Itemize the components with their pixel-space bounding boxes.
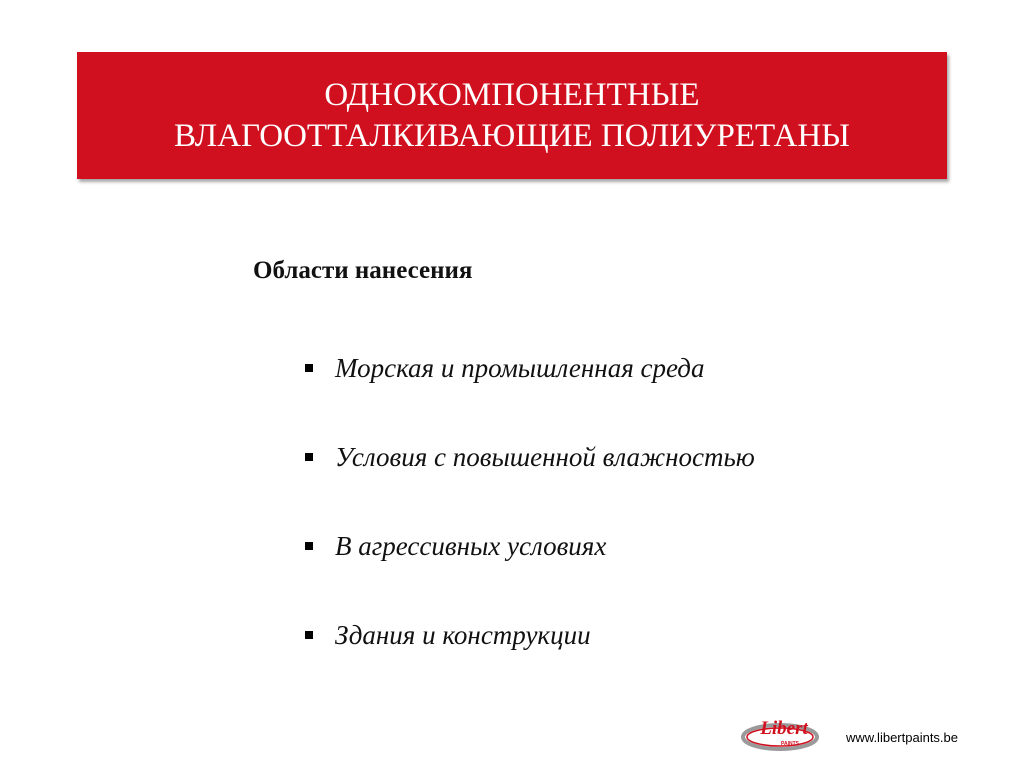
slide-title-line-2: ВЛАГООТТАЛКИВАЮЩИЕ ПОЛИУРЕТАНЫ (174, 117, 850, 154)
list-item (305, 340, 755, 396)
square-bullet-icon (305, 364, 313, 372)
logo-subtext: PAINTS (781, 741, 799, 747)
section-heading: Области нанесения (253, 257, 473, 284)
slide-title (174, 75, 850, 157)
bullet-text: Здания и конструкции (335, 619, 591, 650)
bullet-text: Условия с повышенной влажностью (335, 441, 755, 472)
bullet-text: Морская и промышленная среда (335, 352, 705, 383)
list-item (305, 518, 755, 574)
bullet-list (305, 340, 755, 696)
list-item (305, 607, 755, 663)
square-bullet-icon (305, 631, 313, 639)
square-bullet-icon (305, 453, 313, 461)
list-item (305, 429, 755, 485)
title-banner (77, 52, 947, 179)
bullet-text: В агрессивных условиях (335, 530, 607, 561)
logo-wordmark: Libert (760, 718, 808, 739)
square-bullet-icon (305, 542, 313, 550)
slide-title-line-1: ОДНОКОМПОНЕНТНЫЕ (324, 76, 700, 113)
footer-url: www.libertpaints.be (846, 730, 958, 745)
libert-logo (740, 712, 852, 752)
